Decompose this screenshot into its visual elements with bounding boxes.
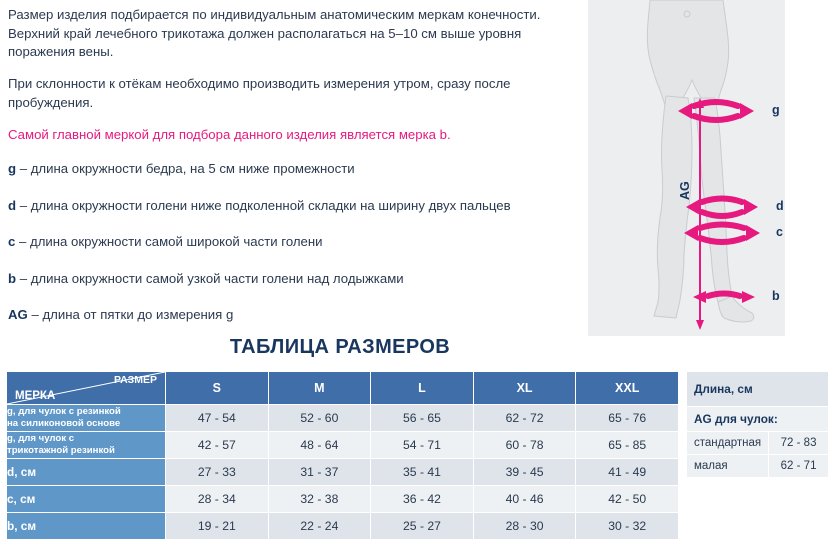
c-arrow-right bbox=[746, 225, 760, 241]
row-label-c: c, см bbox=[7, 486, 166, 513]
cell-c-xxl: 42 - 50 bbox=[576, 486, 679, 513]
intro-paragraph-1: Размер изделия подбирается по индивидуальным анатомическим меркам конечности. Верхний край лечебного трикотажа должен располагаться на 5–10 см выше уровня поражения вены. bbox=[8, 7, 541, 60]
row-label-g-silicone-line2: на силиконовой основе bbox=[7, 418, 121, 429]
length-row-standard-value: 72 - 83 bbox=[769, 432, 829, 455]
table-row bbox=[687, 455, 829, 478]
cell-g-silicone-l: 56 - 65 bbox=[371, 405, 474, 432]
table-row bbox=[687, 432, 829, 455]
cell-d-l: 35 - 41 bbox=[371, 459, 474, 486]
table-row bbox=[7, 513, 679, 540]
ag-arrow-bottom bbox=[696, 320, 704, 330]
length-row-small-value: 62 - 71 bbox=[769, 455, 829, 478]
leg-measurement-illustration bbox=[588, 0, 833, 336]
definition-text-d: – длина окружности голени ниже подколенной складки на ширину двух пальцев bbox=[16, 197, 511, 213]
cell-b-l: 25 - 27 bbox=[371, 513, 474, 540]
corner-measure-label: МЕРКА bbox=[15, 390, 56, 402]
definition-text-b: – длина окружности самой узкой части голени над лодыжками bbox=[16, 270, 404, 286]
c-band-upper bbox=[700, 225, 744, 229]
label-b: b bbox=[772, 289, 780, 303]
length-table-filler bbox=[687, 478, 829, 529]
cell-c-m: 32 - 38 bbox=[268, 486, 371, 513]
cell-b-xl: 28 - 30 bbox=[473, 513, 576, 540]
row-label-g-knit-line2: трикотажной резинкой bbox=[7, 445, 115, 456]
definition-text-g: – длина окружности бедра, на 5 см ниже промежности bbox=[16, 161, 355, 177]
column-header-l: L bbox=[371, 372, 474, 405]
definition-text-ag: – длина от пятки до измерения g bbox=[27, 307, 234, 323]
definition-d bbox=[8, 197, 588, 215]
cell-g-silicone-m: 52 - 60 bbox=[268, 405, 371, 432]
cell-g-knit-xl: 60 - 78 bbox=[473, 432, 576, 459]
cell-g-knit-xxl: 65 - 85 bbox=[576, 432, 679, 459]
row-label-g-knit bbox=[7, 432, 166, 459]
cell-g-knit-l: 54 - 71 bbox=[371, 432, 474, 459]
column-header-xxl: XXL bbox=[576, 372, 679, 405]
table-header-row bbox=[7, 372, 679, 405]
definition-ag bbox=[8, 306, 588, 324]
cell-g-silicone-s: 47 - 54 bbox=[166, 405, 269, 432]
length-row-standard-label: стандартная bbox=[687, 432, 769, 455]
definition-g bbox=[8, 160, 588, 178]
table-row bbox=[7, 432, 679, 459]
definition-key-b: b bbox=[8, 270, 17, 286]
cell-g-knit-s: 42 - 57 bbox=[166, 432, 269, 459]
length-row-small-label: малая bbox=[687, 455, 769, 478]
intro-paragraph-highlight: Самой главной меркой для подбора данного изделия является мерка b. bbox=[8, 126, 451, 142]
table-row bbox=[7, 486, 679, 513]
column-header-m: M bbox=[268, 372, 371, 405]
cell-b-s: 19 - 21 bbox=[166, 513, 269, 540]
definition-c bbox=[8, 233, 588, 251]
cell-g-silicone-xl: 62 - 72 bbox=[473, 405, 576, 432]
table-row bbox=[7, 459, 679, 486]
label-d: d bbox=[776, 199, 784, 213]
row-label-b: b, см bbox=[7, 513, 166, 540]
row-label-g-silicone-line1: g, для чулок с резинкой bbox=[7, 406, 121, 418]
table-row bbox=[7, 405, 679, 432]
cell-d-m: 31 - 37 bbox=[268, 459, 371, 486]
length-table-filler-row bbox=[687, 478, 829, 529]
size-table-title: ТАБЛИЦА РАЗМЕРОВ bbox=[229, 336, 451, 358]
measurement-definitions bbox=[8, 160, 588, 324]
length-table-subheader-row bbox=[687, 407, 829, 432]
table-corner-cell bbox=[7, 372, 166, 405]
cell-c-xl: 40 - 46 bbox=[473, 486, 576, 513]
description-column bbox=[8, 6, 588, 343]
label-g: g bbox=[772, 103, 780, 117]
length-table bbox=[686, 371, 829, 529]
b-arrow-right bbox=[742, 291, 755, 303]
cell-d-xl: 39 - 45 bbox=[473, 459, 576, 486]
size-table bbox=[6, 371, 679, 540]
cell-b-m: 22 - 24 bbox=[268, 513, 371, 540]
g-arrow-right bbox=[740, 103, 754, 119]
cell-g-knit-m: 48 - 64 bbox=[268, 432, 371, 459]
b-band-upper bbox=[708, 294, 740, 297]
row-label-d: d, см bbox=[7, 459, 166, 486]
length-table-header-row bbox=[687, 372, 829, 407]
cell-g-silicone-xxl: 65 - 76 bbox=[576, 405, 679, 432]
cell-c-l: 36 - 42 bbox=[371, 486, 474, 513]
length-table-header: Длина, см bbox=[687, 372, 829, 407]
definition-key-g: g bbox=[8, 161, 17, 177]
column-header-s: S bbox=[166, 372, 269, 405]
cell-c-s: 28 - 34 bbox=[166, 486, 269, 513]
column-header-xl: XL bbox=[473, 372, 576, 405]
d-arrow-right bbox=[744, 199, 758, 215]
definition-key-d: d bbox=[8, 197, 17, 213]
corner-size-label: РАЗМЕР bbox=[114, 374, 157, 386]
legs-figure-svg bbox=[588, 0, 833, 336]
cell-d-s: 27 - 33 bbox=[166, 459, 269, 486]
d-band-upper bbox=[702, 199, 742, 203]
hips-shape bbox=[647, 0, 728, 108]
definition-key-c: c bbox=[8, 234, 16, 250]
label-ag: AG bbox=[678, 181, 692, 200]
length-table-subheader: AG для чулок: bbox=[687, 407, 829, 432]
intro-paragraph-2: При склонности к отёкам необходимо производить измерения утром, сразу после пробуждения. bbox=[8, 76, 511, 110]
row-label-g-silicone bbox=[7, 405, 166, 432]
definition-key-ag: AG bbox=[8, 307, 28, 323]
definition-b bbox=[8, 270, 588, 288]
cell-d-xxl: 41 - 49 bbox=[576, 459, 679, 486]
definition-text-c: – длина окружности самой широкой части голени bbox=[15, 234, 323, 250]
label-c: c bbox=[776, 225, 783, 239]
cell-b-xxl: 30 - 32 bbox=[576, 513, 679, 540]
row-label-g-knit-line1: g, для чулок с bbox=[7, 433, 75, 445]
